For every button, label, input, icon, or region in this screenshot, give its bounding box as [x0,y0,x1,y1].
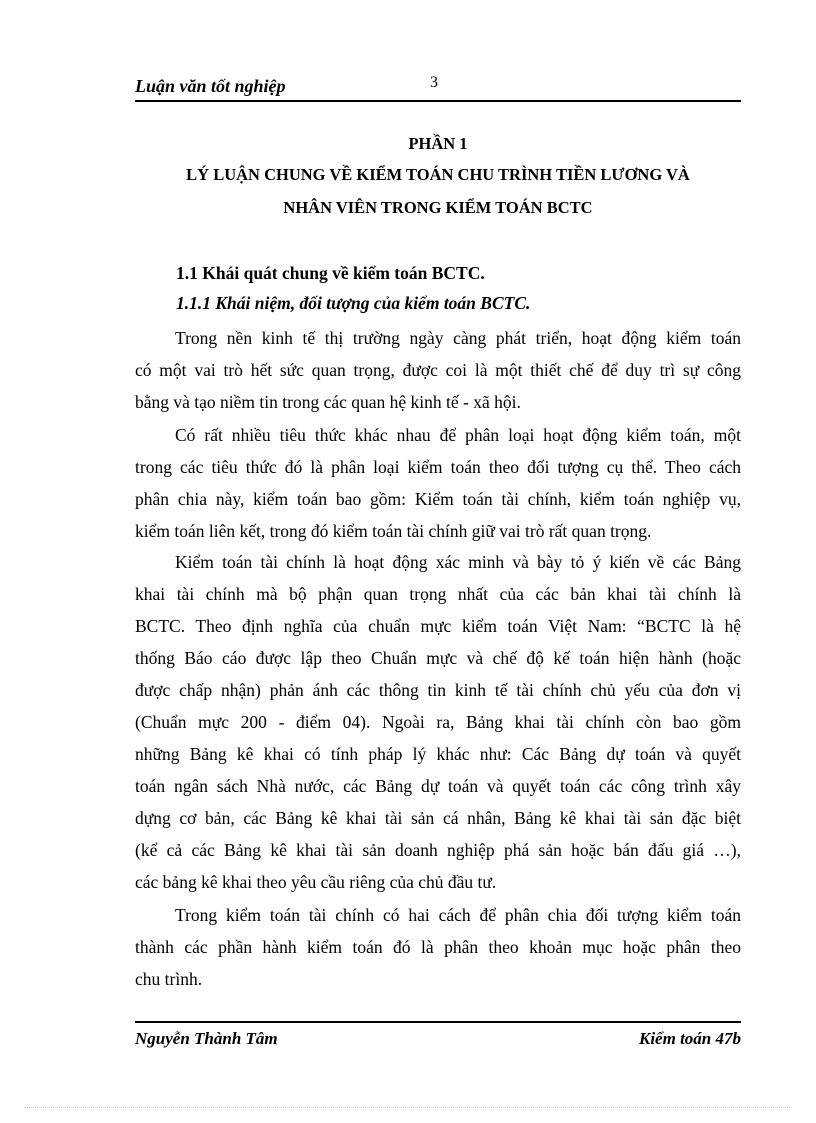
text-line: những Bảng kê khai có tính pháp lý khác như: Các Bảng dự toán và quyết [135,744,741,764]
footer-author: Nguyễn Thành Tâm [135,1029,278,1048]
text-line: thống Báo cáo được lập theo Chuẩn mực và chế độ kế toán hiện hành (hoặc [135,648,741,668]
footer-department: Kiểm toán 47b [638,1029,741,1048]
text-line: Kiểm toán tài chính là hoạt động xác minh và bày tỏ ý kiến về các Bảng [175,552,741,572]
text-line: Trong nền kinh tế thị trường ngày càng phát triển, hoạt động kiểm toán [175,328,741,348]
text-line: toán ngân sách Nhà nước, các Bảng dự toán và quyết toán các công trình xây [135,776,741,796]
paragraph [135,899,741,995]
section-heading-1-1: 1.1 Khái quát chung về kiểm toán BCTC. [176,263,485,283]
text-line: có một vai trò hết sức quan trọng, được coi là một thiết chế để duy trì sự công [135,360,741,380]
page-footer [135,1021,741,1057]
text-line: kiểm toán liên kết, trong đó kiểm toán tài chính giữ vai trò rất quan trọng. [135,521,652,541]
paragraph [135,419,741,547]
part-label: PHẦN 1 [408,134,468,153]
text-line: được chấp nhận) phản ánh các thông tin kinh tế tài chính chủ yếu của đơn vị [135,680,741,700]
paragraph [135,546,741,898]
text-line: (Chuẩn mực 200 - điểm 04). Ngoài ra, Bảng khai tài chính còn bao gồm [135,712,741,732]
part-title-line-1: LÝ LUẬN CHUNG VỀ KIỂM TOÁN CHU TRÌNH TIỀN LƯƠNG VÀ [186,165,690,184]
text-line: dựng cơ bản, các Bảng kê khai tài sản cá nhân, Bảng kê khai tài sản đặc biệt [135,808,741,828]
text-line: Có rất nhiều tiêu thức khác nhau để phân loại hoạt động kiểm toán, một [175,425,741,445]
paragraph [135,322,741,418]
text-line: trong các tiêu thức đó là phân loại kiểm toán theo đối tượng cụ thể. Theo cách [135,457,741,477]
page-bottom-divider [24,1107,792,1108]
page-header [135,74,741,102]
header-title: Luận văn tốt nghiệp [135,76,286,96]
page-number: 3 [430,74,438,91]
section-heading-1-1-1: 1.1.1 Khái niệm, đối tượng của kiểm toán BCTC. [176,293,531,313]
text-line: phân chia này, kiểm toán bao gồm: Kiểm toán tài chính, kiểm toán nghiệp vụ, [135,489,741,509]
text-line: (kể cả các Bảng kê khai tài sản doanh nghiệp phá sản hoặc bán đấu giá …), [135,840,741,860]
part-title-line-2: NHÂN VIÊN TRONG KIỂM TOÁN BCTC [283,198,593,217]
text-line: Trong kiểm toán tài chính có hai cách để phân chia đối tượng kiểm toán [175,905,741,925]
text-line: chu trình. [135,969,203,989]
text-line: khai tài chính mà bộ phận quan trọng nhất của các bản khai tài chính là [135,584,741,604]
text-line: BCTC. Theo định nghĩa của chuẩn mực kiểm toán Việt Nam: “BCTC là hệ [135,616,741,636]
text-line: bằng và tạo niềm tin trong các quan hệ kinh tế - xã hội. [135,392,521,412]
text-line: các bảng kê khai theo yêu cầu riêng của chủ đầu tư. [135,872,497,892]
text-line: thành các phần hành kiểm toán đó là phân theo khoản mục hoặc phân theo [135,937,741,957]
